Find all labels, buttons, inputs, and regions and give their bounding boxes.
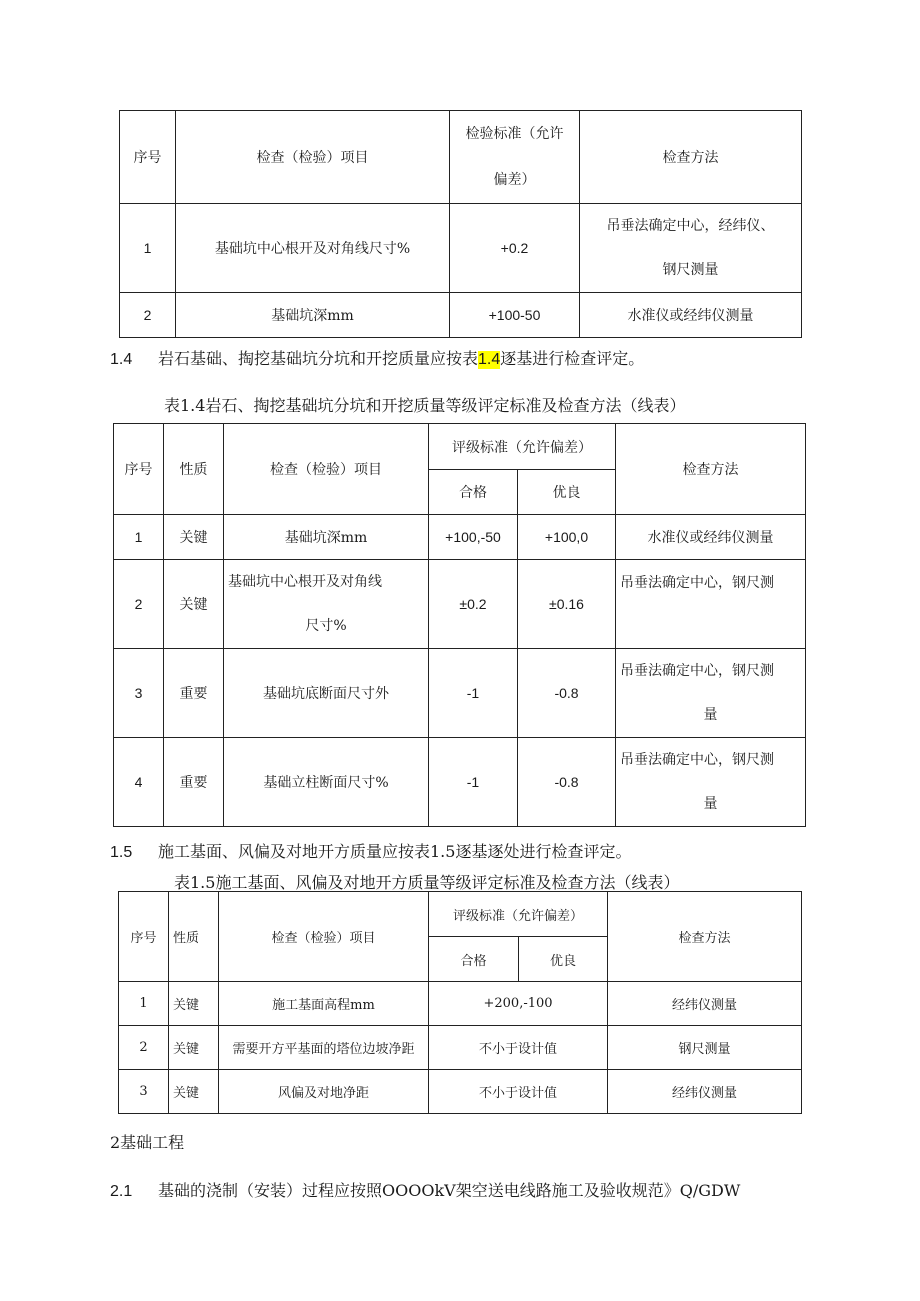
table-row — [119, 982, 802, 1026]
cell-good: ±0.16 — [518, 560, 616, 649]
cell-nature: 重要 — [164, 738, 224, 827]
header-item: 检查（检验）项目 — [219, 892, 429, 982]
cell-pass: -1 — [429, 649, 518, 738]
cell-no: 4 — [114, 738, 164, 827]
cell-pass: ±0.2 — [429, 560, 518, 649]
cell-no: 2 — [119, 1026, 169, 1070]
cell-method: 经纬仪测量 — [608, 982, 802, 1026]
cell-method: 吊垂法确定中心，钢尺测 — [616, 560, 806, 649]
cell-item: 基础坑底断面尺寸外 — [224, 649, 429, 738]
table-header-row — [119, 892, 802, 937]
table-row — [114, 649, 806, 738]
cell-nature: 关键 — [169, 1070, 219, 1114]
table-1 — [119, 110, 802, 338]
header-method: 检查方法 — [608, 892, 802, 982]
header-method: 检查方法 — [616, 424, 806, 515]
cell-nature: 关键 — [169, 982, 219, 1026]
header-item: 检查（检验）项目 — [176, 111, 450, 204]
header-standard: 评级标准（允许偏差） — [429, 424, 616, 470]
cell-standard: 不小于设计值 — [429, 1070, 608, 1114]
cell-no: 3 — [119, 1070, 169, 1114]
table-row — [119, 1070, 802, 1114]
paragraph-1-5: 1.5 施工基面、风偏及对地开方质量应按表1.5逐基逐处进行检查评定。 — [110, 842, 632, 861]
cell-item: 需要开方平基面的塔位边坡净距 — [219, 1026, 429, 1070]
cell-item: 基础坑中心根开及对角线尺寸% — [176, 204, 450, 293]
cell-standard: 不小于设计值 — [429, 1026, 608, 1070]
cell-item: 基础立柱断面尺寸% — [224, 738, 429, 827]
cell-good: -0.8 — [518, 649, 616, 738]
highlighted-ref: 1.4 — [478, 351, 501, 368]
cell-item: 基础坑中心根开及对角线 尺寸% — [224, 560, 429, 649]
header-standard: 评级标准（允许偏差） — [429, 892, 608, 937]
table-row — [120, 204, 802, 293]
table-row — [120, 293, 802, 338]
cell-no: 1 — [119, 982, 169, 1026]
cell-item: 施工基面高程mm — [219, 982, 429, 1026]
cell-no: 2 — [114, 560, 164, 649]
header-item: 检查（检验）项目 — [224, 424, 429, 515]
cell-pass: +100,-50 — [429, 515, 518, 560]
table-row — [114, 515, 806, 560]
table-1-5 — [118, 891, 802, 1114]
header-nature: 性质 — [169, 892, 219, 982]
cell-pass: -1 — [429, 738, 518, 827]
cell-no: 1 — [120, 204, 176, 293]
cell-method: 吊垂法确定中心，经纬仪、 钢尺测量 — [580, 204, 802, 293]
header-good: 优良 — [518, 470, 616, 515]
header-no: 序号 — [119, 892, 169, 982]
header-pass: 合格 — [429, 470, 518, 515]
cell-nature: 关键 — [169, 1026, 219, 1070]
cell-no: 3 — [114, 649, 164, 738]
table-1-header-row — [120, 111, 802, 204]
cell-method: 水准仪或经纬仪测量 — [580, 293, 802, 338]
cell-item: 风偏及对地净距 — [219, 1070, 429, 1114]
heading-section-2: 2基础工程 — [110, 1133, 185, 1152]
cell-standard: +0.2 — [450, 204, 580, 293]
cell-standard: +100-50 — [450, 293, 580, 338]
header-no: 序号 — [114, 424, 164, 515]
header-pass: 合格 — [429, 937, 519, 982]
cell-method: 经纬仪测量 — [608, 1070, 802, 1114]
table-1-4 — [113, 423, 806, 827]
cell-nature: 重要 — [164, 649, 224, 738]
cell-item: 基础坑深mm — [176, 293, 450, 338]
cell-nature: 关键 — [164, 560, 224, 649]
header-nature: 性质 — [164, 424, 224, 515]
table-row — [119, 1026, 802, 1070]
caption-table-1-5: 表1.5施工基面、风偏及对地开方质量等级评定标准及检查方法（线表） — [174, 873, 680, 892]
header-no: 序号 — [120, 111, 176, 204]
table-header-row — [114, 424, 806, 470]
cell-method: 吊垂法确定中心，钢尺测 量 — [616, 649, 806, 738]
header-standard: 检验标准（允许 偏差） — [450, 111, 580, 204]
cell-method: 吊垂法确定中心，钢尺测 量 — [616, 738, 806, 827]
header-good: 优良 — [519, 937, 608, 982]
cell-no: 2 — [120, 293, 176, 338]
cell-nature: 关键 — [164, 515, 224, 560]
cell-no: 1 — [114, 515, 164, 560]
header-method: 检查方法 — [580, 111, 802, 204]
cell-method: 水准仪或经纬仪测量 — [616, 515, 806, 560]
cell-method: 钢尺测量 — [608, 1026, 802, 1070]
cell-good: -0.8 — [518, 738, 616, 827]
paragraph-1-4: 1.4 岩石基础、掏挖基础坑分坑和开挖质量应按表1.4逐基进行检查评定。 — [110, 349, 645, 368]
cell-item: 基础坑深mm — [224, 515, 429, 560]
cell-standard: +200,-100 — [429, 982, 608, 1026]
caption-table-1-4: 表1.4岩石、掏挖基础坑分坑和开挖质量等级评定标准及检查方法（线表） — [164, 396, 686, 415]
paragraph-2-1: 2.1 基础的浇制（安装）过程应按照OOOOkV架空送电线路施工及验收规范》Q/GDW — [110, 1181, 741, 1200]
table-row — [114, 738, 806, 827]
table-row — [114, 560, 806, 649]
cell-good: +100,0 — [518, 515, 616, 560]
